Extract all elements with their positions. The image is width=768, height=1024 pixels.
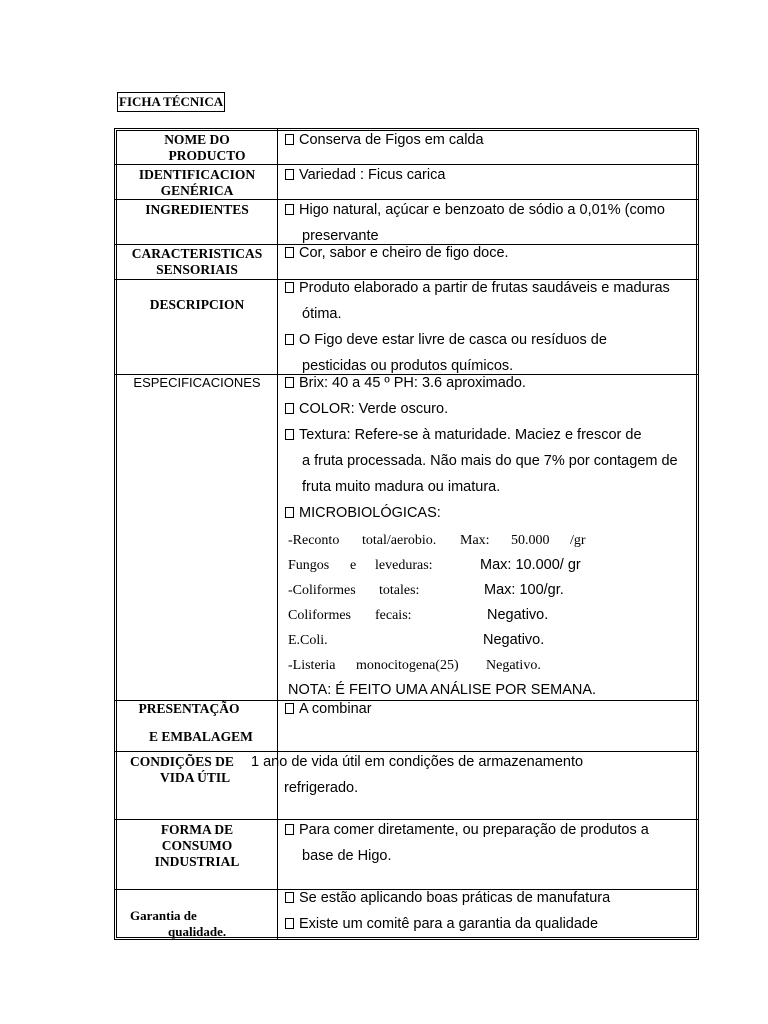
row-label	[117, 132, 277, 164]
row-label	[117, 167, 277, 199]
label-line: IDENTIFICACION	[138, 167, 256, 182]
micro-row	[288, 603, 688, 628]
label-spacer	[117, 717, 277, 729]
row-label	[117, 822, 277, 870]
row-forma	[115, 819, 698, 889]
value-text: Se estão aplicando boas práticas de manufatura	[299, 890, 611, 906]
value-text: Higo natural, açúcar e benzoato de sódio a 0,01% (como	[299, 202, 665, 218]
checkbox-icon	[285, 403, 294, 414]
label-line: PRODUCTO	[168, 148, 246, 163]
row-value	[285, 240, 695, 266]
label-line: SENSORIAIS	[156, 262, 238, 277]
value-text: preservante	[302, 228, 379, 244]
value-text: COLOR: Verde oscuro.	[299, 401, 449, 417]
label-line: E EMBALAGEM	[149, 729, 253, 744]
label-line: Garantia de	[130, 908, 197, 923]
micro-cell: E.Coli.	[288, 633, 328, 648]
micro-cell: /gr	[570, 533, 586, 548]
micro-cell: Max: 100/gr.	[484, 582, 564, 598]
label-line: INDUSTRIAL	[154, 854, 240, 869]
checkbox-icon	[285, 507, 294, 518]
label-line: qualidade.	[168, 924, 227, 939]
micro-row	[288, 553, 688, 578]
label-line: GENÉRICA	[160, 183, 234, 198]
label-line: CARACTERISTICAS	[131, 246, 263, 261]
row-label: DESCRIPCION	[149, 297, 245, 312]
row-value	[285, 696, 695, 722]
micro-row	[288, 528, 688, 553]
micro-cell: Coliformes	[288, 608, 351, 623]
checkbox-icon	[285, 377, 294, 388]
row-condicoes	[115, 751, 698, 819]
row-value	[285, 370, 695, 526]
row-label: INGREDIENTES	[145, 202, 249, 217]
micro-cell: fecais:	[375, 608, 412, 623]
value-text: MICROBIOLÓGICAS:	[299, 505, 441, 521]
checkbox-icon	[285, 892, 294, 903]
micro-row	[288, 578, 688, 603]
micro-cell: totales:	[379, 583, 420, 598]
value-text: Brix: 40 a 45 º PH: 3.6 aproximado.	[299, 375, 526, 391]
label-line: CONDIÇÕES DE	[130, 754, 234, 769]
row-presentacao	[115, 700, 698, 751]
micro-cell: 50.000	[511, 533, 550, 548]
micro-cell: -Coliformes	[288, 583, 356, 598]
value-text: pesticidas ou produtos químicos.	[302, 358, 514, 374]
value-text: 1 ano de vida útil em condições de armazenamento	[251, 754, 584, 770]
label-line: PRESENTAÇÃO	[138, 701, 240, 716]
micro-cell: e	[350, 558, 357, 573]
row-value	[285, 127, 695, 153]
row-identificacion	[115, 164, 698, 199]
row-descripcion	[115, 279, 698, 374]
label-line: NOME DO	[164, 132, 230, 147]
row-label	[117, 246, 277, 278]
row-label	[130, 908, 290, 940]
value-text: a fruta processada. Não mais do que 7% por contagem de	[302, 453, 678, 469]
value-text: base de Higo.	[302, 848, 392, 864]
value-text: A combinar	[299, 701, 372, 717]
row-label	[117, 701, 277, 745]
row-value	[251, 749, 661, 801]
label-line: VIDA ÚTIL	[160, 770, 231, 785]
row-garantia	[115, 889, 698, 941]
row-value	[285, 162, 695, 188]
value-text: ótima.	[302, 306, 342, 322]
value-text: Para comer diretamente, ou preparação de produtos a	[299, 822, 649, 838]
micro-cell: Max:	[460, 533, 490, 548]
micro-cell: Negativo.	[486, 658, 541, 673]
checkbox-icon	[285, 824, 294, 835]
micro-cell: monocitogena(25)	[356, 658, 459, 673]
micro-row	[288, 628, 688, 653]
micro-cell: leveduras:	[375, 558, 433, 573]
micro-cell: -Reconto	[288, 533, 340, 548]
row-label: ESPECIFICACIONES	[133, 375, 261, 390]
checkbox-icon	[285, 134, 294, 145]
checkbox-icon	[285, 204, 294, 215]
row-value	[285, 885, 695, 937]
label-line: CONSUMO	[161, 838, 233, 853]
micro-cell: -Listeria	[288, 658, 336, 673]
value-text: Produto elaborado a partir de frutas saudáveis e maduras	[299, 280, 670, 296]
checkbox-icon	[285, 918, 294, 929]
row-nome	[115, 129, 698, 164]
row-caracteristicas	[115, 244, 698, 279]
value-text: Variedad : Ficus carica	[299, 167, 446, 183]
micro-row	[288, 653, 688, 678]
value-text: Existe um comitê para a garantia da qualidade	[299, 916, 599, 932]
row-especificaciones	[115, 374, 698, 700]
checkbox-icon	[285, 429, 294, 440]
micro-note: NOTA: É FEITO UMA ANÁLISE POR SEMANA.	[288, 682, 597, 698]
spec-table	[114, 128, 699, 940]
row-value	[285, 817, 695, 869]
checkbox-icon	[285, 247, 294, 258]
value-text: fruta muito madura ou imatura.	[302, 479, 501, 495]
micro-cell: Negativo.	[487, 607, 549, 623]
value-text: O Figo deve estar livre de casca ou resíduos de	[299, 332, 607, 348]
micro-cell: total/aerobio.	[362, 533, 437, 548]
document-title: FICHA TÉCNICA	[117, 92, 225, 112]
label-line: FORMA DE	[160, 822, 234, 837]
checkbox-icon	[285, 282, 294, 293]
value-text: refrigerado.	[284, 780, 359, 796]
micro-cell: Fungos	[288, 558, 330, 573]
micro-cell: Max: 10.000/ gr	[480, 557, 581, 573]
micro-cell: Negativo.	[483, 632, 545, 648]
value-text: Textura: Refere-se à maturidade. Maciez e frescor de	[299, 427, 642, 443]
value-text: Conserva de Figos em calda	[299, 132, 484, 148]
checkbox-icon	[285, 334, 294, 345]
checkbox-icon	[285, 703, 294, 714]
row-ingredientes	[115, 199, 698, 244]
value-text: Cor, sabor e cheiro de figo doce.	[299, 245, 509, 261]
checkbox-icon	[285, 169, 294, 180]
row-value	[285, 275, 695, 379]
